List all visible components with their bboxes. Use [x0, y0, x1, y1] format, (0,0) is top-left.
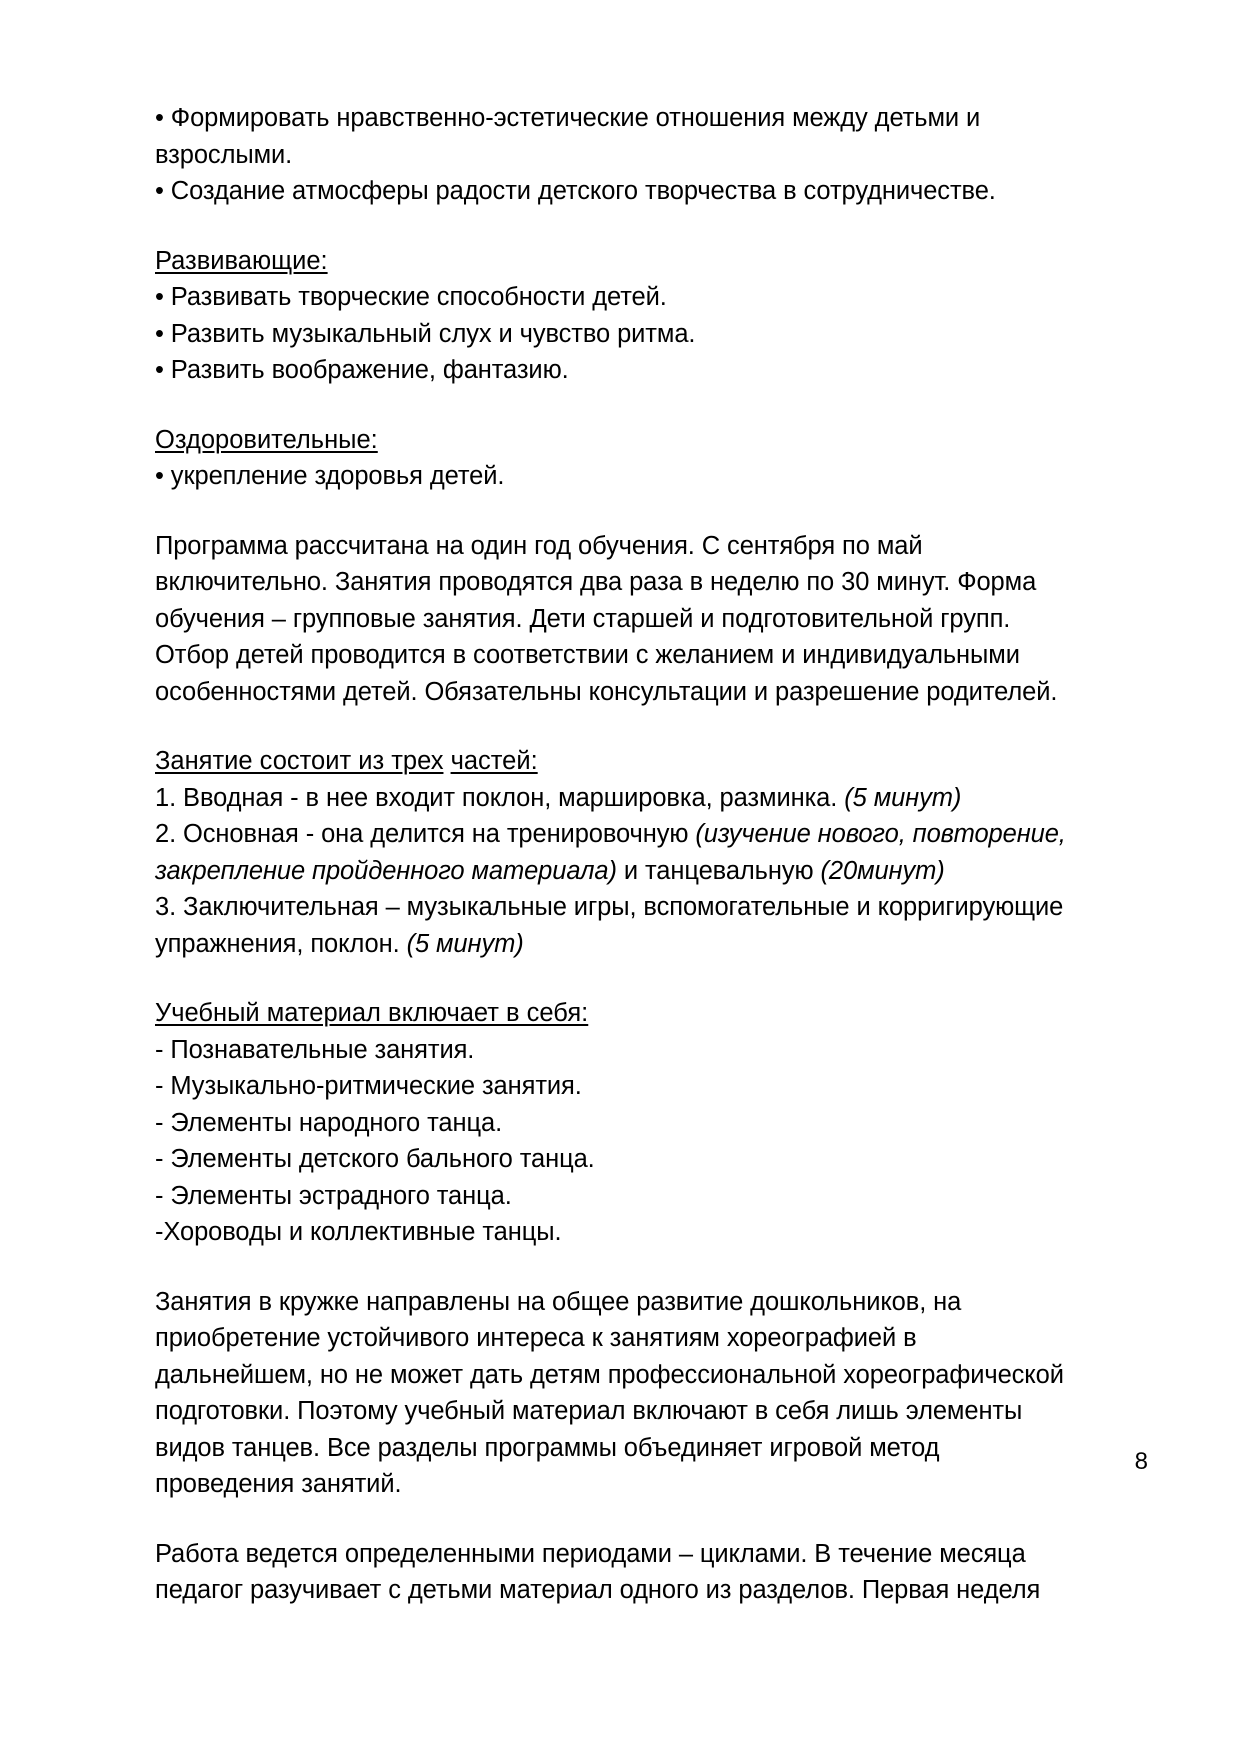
- numbered-item-3-line-2: [155, 926, 1055, 963]
- paragraph-line: дальнейшем, но не может дать детям профессиональной хореографической: [155, 1360, 1064, 1389]
- numbered-item-2-line-2: [155, 853, 1055, 890]
- numbered-item-3-line-1: 3. Заключительная – музыкальные игры, вспомогательные и корригирующие: [155, 893, 1064, 921]
- dash-list-item: - Музыкально-ритмические занятия.: [155, 1072, 582, 1100]
- heading-text: Развивающие:: [155, 246, 328, 275]
- item-note-continuation: закрепление пройденного материала): [155, 856, 617, 885]
- paragraph-line: Занятия в кружке направлены на общее развитие дошкольников, на: [155, 1287, 962, 1316]
- spacer: [155, 1251, 1055, 1284]
- paragraph-line: Работа ведется определенными периодами – циклами. В течение месяца: [155, 1539, 1026, 1568]
- program-description-paragraph: [155, 528, 1058, 711]
- item-duration-note: (20минут): [820, 856, 945, 885]
- numbered-item-1: [155, 780, 1055, 817]
- dash-list-item: - Элементы детского бального танца.: [155, 1145, 595, 1173]
- bullet-line: • Создание атмосферы радости детского творчества в сотрудничестве.: [155, 177, 996, 205]
- spacer: [155, 389, 1055, 422]
- item-note: (изучение нового, повторение,: [695, 820, 1066, 848]
- paragraph-line: подготовки. Поэтому учебный материал включают в себя лишь элементы: [155, 1397, 1023, 1425]
- paragraph-line: обучения – групповые занятия. Дети старшей и подготовительной групп.: [155, 604, 1011, 633]
- item-text: 2. Основная - она делится на тренировочную: [155, 820, 696, 848]
- paragraph-line: включительно. Занятия проводятся два раза в неделю по 30 минут. Форма: [155, 568, 1037, 596]
- bullet-line: • Развить музыкальный слух и чувство ритма.: [155, 319, 696, 348]
- section-heading-study-material: [155, 995, 1055, 1032]
- item-text: 1. Вводная - в нее входит поклон, маршировка, разминка.: [155, 783, 845, 812]
- spacer: [155, 1503, 1055, 1536]
- developing-section: [155, 243, 1055, 389]
- health-section: [155, 422, 1055, 495]
- bullet-line-continuation: взрослыми.: [155, 140, 293, 169]
- lesson-structure-section: [155, 743, 1066, 962]
- paragraph-line: видов танцев. Все разделы программы объединяет игровой метод: [155, 1433, 940, 1462]
- paragraph-line: приобретение устойчивого интереса к занятиям хореографией в: [155, 1324, 917, 1352]
- work-cycles-paragraph: [155, 1536, 1055, 1609]
- paragraph-line: педагог разучивает с детьми материал одного из разделов. Первая неделя: [155, 1576, 1041, 1604]
- dash-list-item: - Элементы народного танца.: [155, 1108, 503, 1137]
- heading-text-part-1: Занятие состоит из трех: [155, 747, 444, 775]
- section-heading-developing: [155, 243, 1055, 280]
- numbered-item-2-line-1: [155, 816, 1066, 853]
- bullet-line: • укрепление здоровья детей.: [155, 462, 505, 490]
- section-heading-health: [155, 422, 1055, 459]
- bullet-line: • Развивать творческие способности детей.: [155, 283, 667, 311]
- heading-text: Оздоровительные:: [155, 425, 378, 454]
- heading-text: Учебный материал включает в себя:: [155, 999, 589, 1027]
- spacer: [155, 495, 1055, 528]
- bullet-line: • Формировать нравственно-эстетические отношения между детьми и: [155, 104, 981, 132]
- spacer: [155, 210, 1055, 243]
- study-material-section: [155, 995, 1055, 1251]
- item-duration-note: (5 минут): [844, 783, 962, 812]
- spacer: [155, 710, 1055, 743]
- section-heading-lesson-structure: [155, 743, 1055, 780]
- paragraph-line: Отбор детей проводится в соответствии с желанием и индивидуальными: [155, 641, 1020, 669]
- page-number: 8: [1134, 1448, 1148, 1475]
- item-text: упражнения, поклон.: [155, 929, 407, 958]
- heading-gap: [443, 747, 450, 775]
- paragraph-line: проведения занятий.: [155, 1470, 402, 1498]
- dash-list-item: - Элементы эстрадного танца.: [155, 1181, 512, 1210]
- club-purpose-paragraph: [155, 1284, 1064, 1503]
- spacer: [155, 962, 1055, 995]
- heading-text-part-2: частей:: [450, 747, 538, 775]
- paragraph-line: особенностями детей. Обязательны консультации и разрешение родителей.: [155, 677, 1058, 706]
- paragraph-line: Программа рассчитана на один год обучения. С сентября по май: [155, 531, 923, 560]
- document-body: [155, 100, 1066, 1609]
- bullet-line: • Развить воображение, фантазию.: [155, 356, 569, 384]
- educational-goals-bullets: [155, 100, 1055, 210]
- dash-list-item: - Познавательные занятия.: [155, 1035, 475, 1064]
- item-duration-note: (5 минут): [406, 929, 524, 958]
- dash-list-item: -Хороводы и коллективные танцы.: [155, 1218, 562, 1246]
- item-text-mid: и танцевальную: [616, 856, 821, 885]
